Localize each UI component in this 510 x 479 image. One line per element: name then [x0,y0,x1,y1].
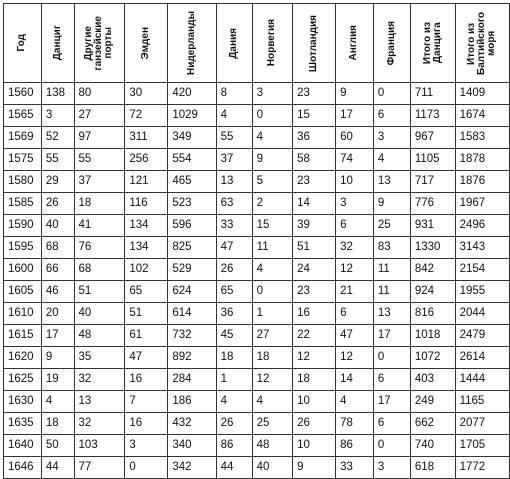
table-cell: 618 [410,457,455,479]
table-row [4,435,510,457]
table-cell: 249 [410,391,455,413]
table-row [4,193,510,215]
table-cell: 1772 [455,457,509,479]
table-cell: 65 [216,281,252,303]
table-cell: 48 [74,325,125,347]
table-cell: 18 [293,369,336,391]
table-cell: 40 [74,303,125,325]
table-cell: 66 [41,259,74,281]
table-cell: 3 [373,127,410,149]
table-row [4,215,510,237]
table-cell: 6 [336,215,374,237]
table-cell: 2496 [455,215,509,237]
table-cell: 9 [336,83,374,105]
table-header [4,4,510,83]
table-cell: 0 [252,281,292,303]
year-cell: 1565 [4,105,42,127]
table-cell: 523 [168,193,216,215]
table-cell: 51 [293,237,336,259]
table-cell: 3143 [455,237,509,259]
table-cell: 44 [41,457,74,479]
table-cell: 14 [336,369,374,391]
table-cell: 10 [293,391,336,413]
table-cell: 0 [373,347,410,369]
table-cell: 1444 [455,369,509,391]
table-cell: 80 [74,83,125,105]
header-total-from-danzig: Итого из Данцига [410,4,455,83]
table-cell: 77 [74,457,125,479]
table-cell: 4 [252,127,292,149]
table-cell: 825 [168,237,216,259]
table-cell: 554 [168,149,216,171]
table-cell: 36 [293,127,336,149]
table-cell: 1330 [410,237,455,259]
table-cell: 2077 [455,413,509,435]
table-cell: 4 [373,149,410,171]
table-cell: 4 [216,105,252,127]
year-cell: 1605 [4,281,42,303]
table-cell: 3 [41,105,74,127]
table-cell: 39 [293,215,336,237]
table-cell: 892 [168,347,216,369]
table-cell: 18 [216,347,252,369]
year-cell: 1600 [4,259,42,281]
year-cell: 1585 [4,193,42,215]
table-cell: 1583 [455,127,509,149]
table-cell: 33 [216,215,252,237]
table-row [4,83,510,105]
table-cell: 86 [216,435,252,457]
table-cell: 2 [252,193,292,215]
table-cell: 1173 [410,105,455,127]
table-cell: 740 [410,435,455,457]
table-cell: 63 [216,193,252,215]
table-cell: 30 [125,83,168,105]
year-cell: 1630 [4,391,42,413]
year-cell: 1595 [4,237,42,259]
table-row [4,457,510,479]
table-cell: 15 [252,215,292,237]
table-cell: 4 [216,391,252,413]
table-cell: 3 [336,193,374,215]
table-cell: 19 [41,369,74,391]
table-cell: 32 [74,369,125,391]
table-cell: 6 [373,105,410,127]
table-cell: 48 [252,435,292,457]
table-cell: 6 [373,413,410,435]
table-cell: 4 [252,259,292,281]
table-cell: 717 [410,171,455,193]
table-cell: 12 [252,369,292,391]
table-cell: 16 [293,303,336,325]
table-cell: 776 [410,193,455,215]
table-cell: 16 [125,369,168,391]
table-cell: 1705 [455,435,509,457]
table-cell: 27 [74,105,125,127]
table-cell: 25 [252,413,292,435]
year-cell: 1615 [4,325,42,347]
table-cell: 465 [168,171,216,193]
table-cell: 18 [41,413,74,435]
table-cell: 60 [336,127,374,149]
table-cell: 13 [373,171,410,193]
table-cell: 25 [373,215,410,237]
table-cell: 50 [41,435,74,457]
table-cell: 17 [336,105,374,127]
table-cell: 662 [410,413,455,435]
table-cell: 1967 [455,193,509,215]
table-cell: 596 [168,215,216,237]
year-cell: 1625 [4,369,42,391]
table-row [4,281,510,303]
table-cell: 23 [293,171,336,193]
year-cell: 1646 [4,457,42,479]
table-row [4,149,510,171]
year-cell: 1620 [4,347,42,369]
table-cell: 55 [216,127,252,149]
table-cell: 1955 [455,281,509,303]
table-cell: 37 [74,171,125,193]
table-cell: 18 [74,193,125,215]
table-cell: 14 [293,193,336,215]
table-cell: 23 [293,83,336,105]
table-cell: 134 [125,215,168,237]
table-body [4,83,510,479]
table-cell: 349 [168,127,216,149]
table-cell: 1018 [410,325,455,347]
header-other-hanseatic-ports: Другие ганзейские порты [74,4,125,83]
table-cell: 41 [74,215,125,237]
table-cell: 102 [125,259,168,281]
year-cell: 1640 [4,435,42,457]
table-cell: 967 [410,127,455,149]
table-cell: 186 [168,391,216,413]
year-cell: 1580 [4,171,42,193]
table-cell: 842 [410,259,455,281]
table-cell: 21 [336,281,374,303]
shipping-table [3,3,510,479]
table-cell: 40 [252,457,292,479]
table-cell: 8 [216,83,252,105]
table-cell: 26 [41,193,74,215]
table-cell: 26 [293,413,336,435]
table-cell: 22 [293,325,336,347]
table-cell: 284 [168,369,216,391]
table-cell: 17 [41,325,74,347]
table-cell: 1105 [410,149,455,171]
table-row [4,303,510,325]
table-cell: 116 [125,193,168,215]
table-cell: 2479 [455,325,509,347]
table-row [4,347,510,369]
year-cell: 1569 [4,127,42,149]
year-cell: 1590 [4,215,42,237]
table-cell: 256 [125,149,168,171]
table-cell: 45 [216,325,252,347]
header-row [4,4,510,83]
table-cell: 1 [216,369,252,391]
table-cell: 1029 [168,105,216,127]
header-year: Год [4,4,42,83]
header-total-from-baltic: Итого из Балтийского моря [455,4,509,83]
year-cell: 1635 [4,413,42,435]
table-cell: 2044 [455,303,509,325]
header-netherlands: Нидерланды [168,4,216,83]
table-cell: 9 [373,193,410,215]
table-row [4,369,510,391]
table-row [4,237,510,259]
table-cell: 0 [125,457,168,479]
table-cell: 11 [252,237,292,259]
table-cell: 1 [252,303,292,325]
table-cell: 47 [125,347,168,369]
table-cell: 0 [373,435,410,457]
table-cell: 72 [125,105,168,127]
table-cell: 0 [252,105,292,127]
table-cell: 432 [168,413,216,435]
table-cell: 23 [293,281,336,303]
table-cell: 29 [41,171,74,193]
table-cell: 78 [336,413,374,435]
table-cell: 529 [168,259,216,281]
table-cell: 9 [293,457,336,479]
table-cell: 40 [41,215,74,237]
table-cell: 1165 [455,391,509,413]
table-cell: 37 [216,149,252,171]
table-cell: 311 [125,127,168,149]
table-row [4,105,510,127]
table-cell: 13 [373,303,410,325]
header-france: Франция [373,4,410,83]
table-cell: 15 [293,105,336,127]
table-cell: 55 [74,149,125,171]
table-cell: 32 [336,237,374,259]
table-cell: 403 [410,369,455,391]
table-cell: 3 [373,457,410,479]
table-row [4,259,510,281]
table-cell: 51 [125,303,168,325]
table-cell: 35 [74,347,125,369]
table-cell: 420 [168,83,216,105]
table-cell: 65 [125,281,168,303]
table-cell: 2154 [455,259,509,281]
table-cell: 20 [41,303,74,325]
table-cell: 121 [125,171,168,193]
table-cell: 36 [216,303,252,325]
table-cell: 1409 [455,83,509,105]
table-cell: 1072 [410,347,455,369]
table-cell: 76 [74,237,125,259]
table-cell: 18 [252,347,292,369]
table-cell: 9 [252,149,292,171]
header-denmark: Дания [216,4,252,83]
table-cell: 27 [252,325,292,347]
table-cell: 6 [373,369,410,391]
header-danzig: Данциг [41,4,74,83]
table-cell: 47 [216,237,252,259]
table-cell: 1674 [455,105,509,127]
year-cell: 1560 [4,83,42,105]
table-cell: 33 [336,457,374,479]
header-norway: Норвегия [252,4,292,83]
table-cell: 340 [168,435,216,457]
table-cell: 86 [336,435,374,457]
table-cell: 732 [168,325,216,347]
table-cell: 10 [293,435,336,457]
table-cell: 11 [373,259,410,281]
header-scotland: Шотландия [293,4,336,83]
table-cell: 13 [74,391,125,413]
table-cell: 6 [336,303,374,325]
table-cell: 12 [336,259,374,281]
table-cell: 614 [168,303,216,325]
table-cell: 12 [293,347,336,369]
table-cell: 55 [41,149,74,171]
table-cell: 61 [125,325,168,347]
table-cell: 74 [336,149,374,171]
table-cell: 46 [41,281,74,303]
table-cell: 32 [74,413,125,435]
year-cell: 1575 [4,149,42,171]
table-cell: 138 [41,83,74,105]
table-cell: 52 [41,127,74,149]
table-cell: 816 [410,303,455,325]
table-cell: 0 [373,83,410,105]
table-cell: 924 [410,281,455,303]
table-cell: 5 [252,171,292,193]
table-cell: 17 [373,391,410,413]
table-row [4,413,510,435]
table-cell: 26 [216,413,252,435]
table-cell: 24 [293,259,336,281]
table-cell: 83 [373,237,410,259]
table-row [4,171,510,193]
table-cell: 2614 [455,347,509,369]
header-emden: Эмден [125,4,168,83]
table-row [4,127,510,149]
year-cell: 1610 [4,303,42,325]
table-cell: 134 [125,237,168,259]
table-cell: 342 [168,457,216,479]
table-cell: 624 [168,281,216,303]
table-cell: 711 [410,83,455,105]
table-cell: 12 [336,347,374,369]
table-cell: 103 [74,435,125,457]
table-cell: 10 [336,171,374,193]
table-row [4,391,510,413]
table-row [4,325,510,347]
table-cell: 51 [74,281,125,303]
header-england: Англия [336,4,374,83]
table-cell: 931 [410,215,455,237]
table-cell: 47 [336,325,374,347]
table-cell: 44 [216,457,252,479]
table-cell: 26 [216,259,252,281]
table-cell: 1878 [455,149,509,171]
table-cell: 4 [252,391,292,413]
table-cell: 7 [125,391,168,413]
table-cell: 16 [125,413,168,435]
table-cell: 97 [74,127,125,149]
table-cell: 9 [41,347,74,369]
table-cell: 11 [373,281,410,303]
table-cell: 4 [336,391,374,413]
table-cell: 68 [41,237,74,259]
table-cell: 17 [373,325,410,347]
table-cell: 58 [293,149,336,171]
table-cell: 3 [125,435,168,457]
table-cell: 3 [252,83,292,105]
table-cell: 68 [74,259,125,281]
table-cell: 13 [216,171,252,193]
table-cell: 1876 [455,171,509,193]
table-cell: 4 [41,391,74,413]
